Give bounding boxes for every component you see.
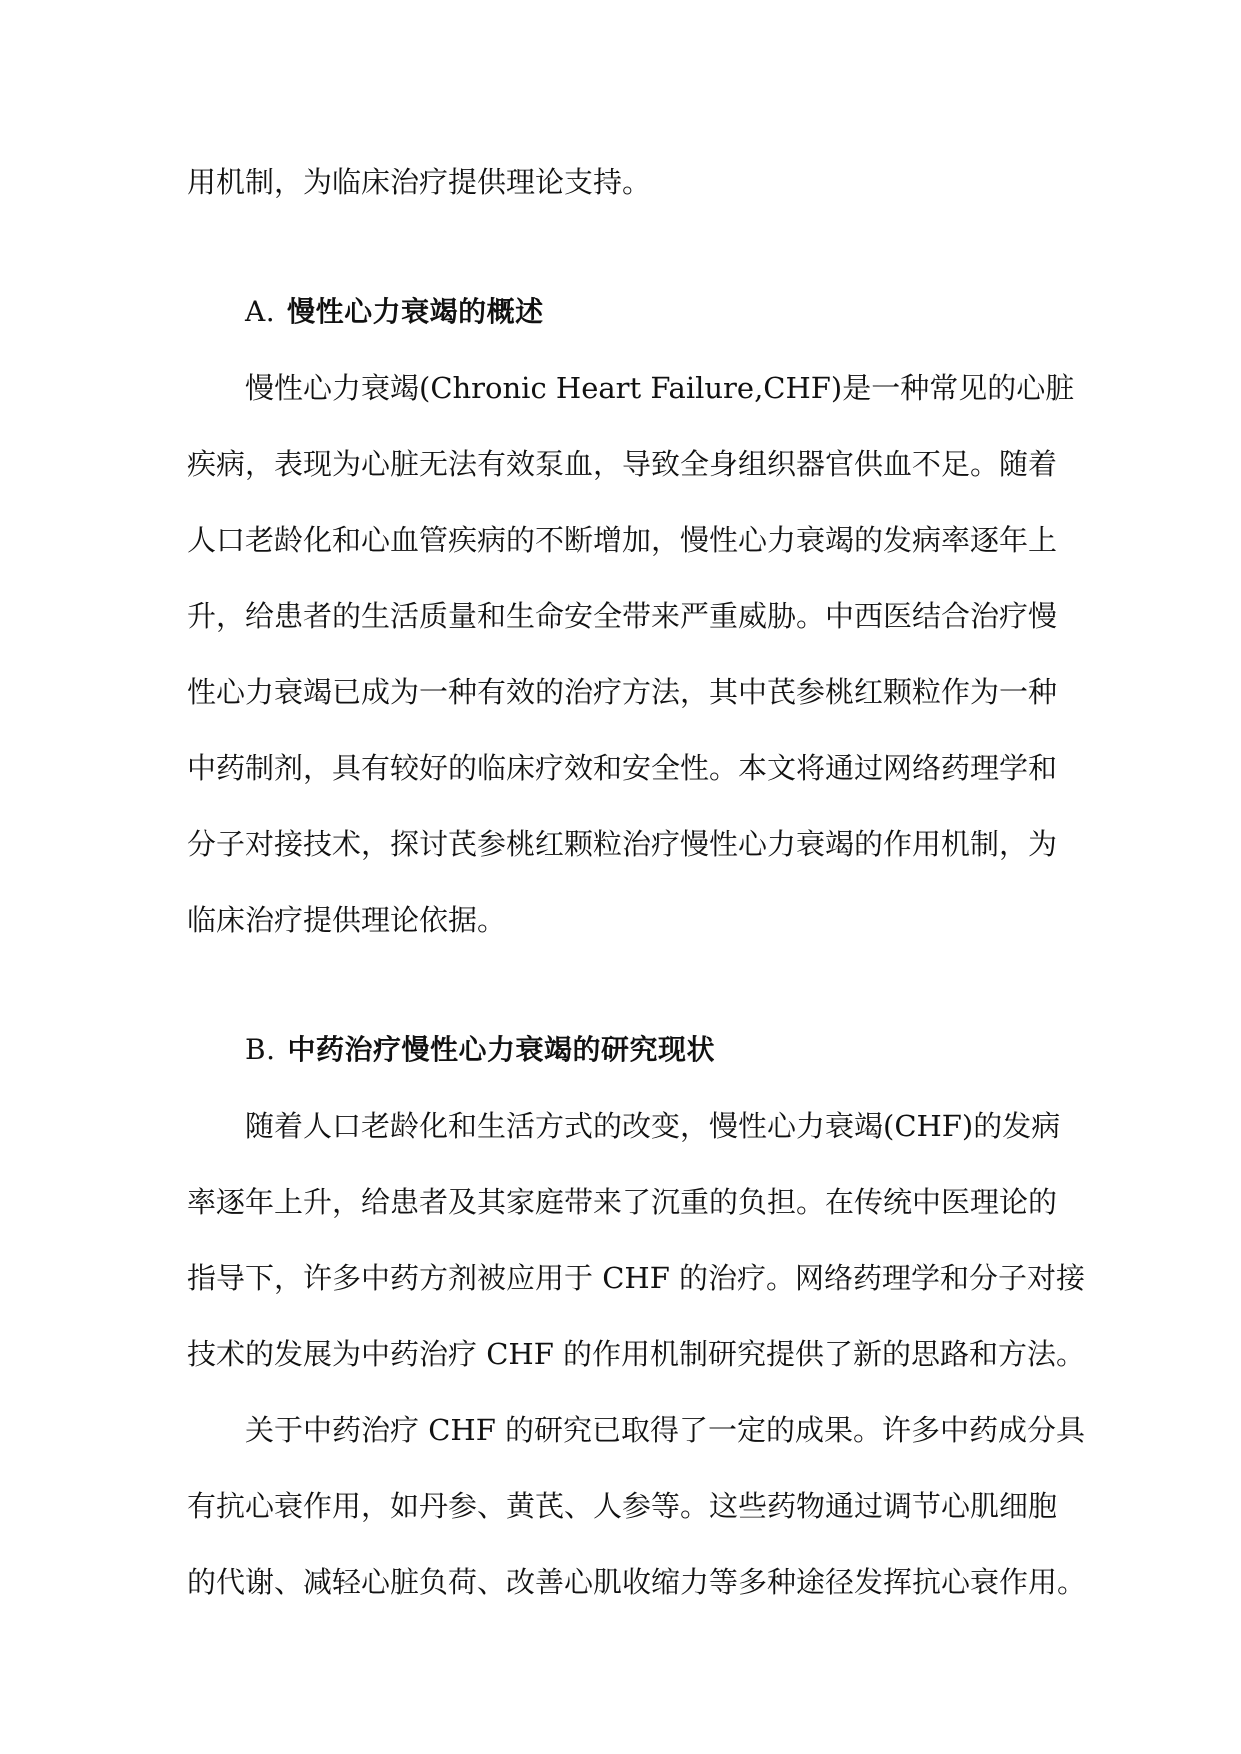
section-b-paragraph-2	[187, 1392, 1087, 1620]
section-marker: A.	[245, 295, 276, 328]
paragraph-line: 有抗心衰作用，如丹参、黄芪、人参等。这些药物通过调节心肌细胞	[187, 1489, 1058, 1523]
paragraph-line: 中药制剂，具有较好的临床疗效和安全性。本文将通过网络药理学和	[187, 751, 1058, 785]
paragraph-line: 临床治疗提供理论依据。	[187, 903, 507, 937]
paragraph-line: 升，给患者的生活质量和生命安全带来严重威胁。中西医结合治疗慢	[187, 599, 1058, 633]
section-b-paragraph-1	[187, 1088, 1086, 1392]
paragraph-line: 性心力衰竭已成为一种有效的治疗方法，其中芪参桃红颗粒作为一种	[187, 675, 1058, 709]
paragraph-line: 用机制，为临床治疗提供理论支持。	[187, 165, 652, 199]
paragraph-line: 慢性心力衰竭(Chronic Heart Failure,CHF)是一种常见的心脏	[245, 371, 1075, 405]
paragraph-line: 指导下，许多中药方剂被应用于 CHF 的治疗。网络药理学和分子对接	[187, 1261, 1086, 1295]
spacer	[187, 220, 1059, 274]
paragraph-line: 分子对接技术，探讨芪参桃红颗粒治疗慢性心力衰竭的作用机制，为	[187, 827, 1058, 861]
paragraph-line: 人口老龄化和心血管疾病的不断增加，慢性心力衰竭的发病率逐年上	[187, 523, 1058, 557]
paragraph-line: 随着人口老龄化和生活方式的改变，慢性心力衰竭(CHF)的发病	[245, 1109, 1061, 1143]
document-body	[187, 144, 1087, 1620]
section-marker: B.	[245, 1033, 276, 1066]
section-a-paragraph-1	[187, 350, 1075, 958]
section-title: 中药治疗慢性心力衰竭的研究现状	[287, 1033, 715, 1066]
spacer	[187, 958, 1059, 1012]
section-heading-b	[187, 1012, 1059, 1088]
paragraph-line: 关于中药治疗 CHF 的研究已取得了一定的成果。许多中药成分具	[245, 1413, 1086, 1447]
paragraph-line: 疾病，表现为心脏无法有效泵血，导致全身组织器官供血不足。随着	[187, 447, 1058, 481]
section-heading-a	[187, 274, 1059, 350]
paragraph-line: 技术的发展为中药治疗 CHF 的作用机制研究提供了新的思路和方法。	[187, 1337, 1086, 1371]
section-title: 慢性心力衰竭的概述	[287, 295, 544, 328]
paragraph-line: 率逐年上升，给患者及其家庭带来了沉重的负担。在传统中医理论的	[187, 1185, 1058, 1219]
paragraph-line: 的代谢、减轻心脏负荷、改善心肌收缩力等多种途径发挥抗心衰作用。	[187, 1565, 1087, 1599]
intro-tail-paragraph	[187, 144, 1059, 220]
